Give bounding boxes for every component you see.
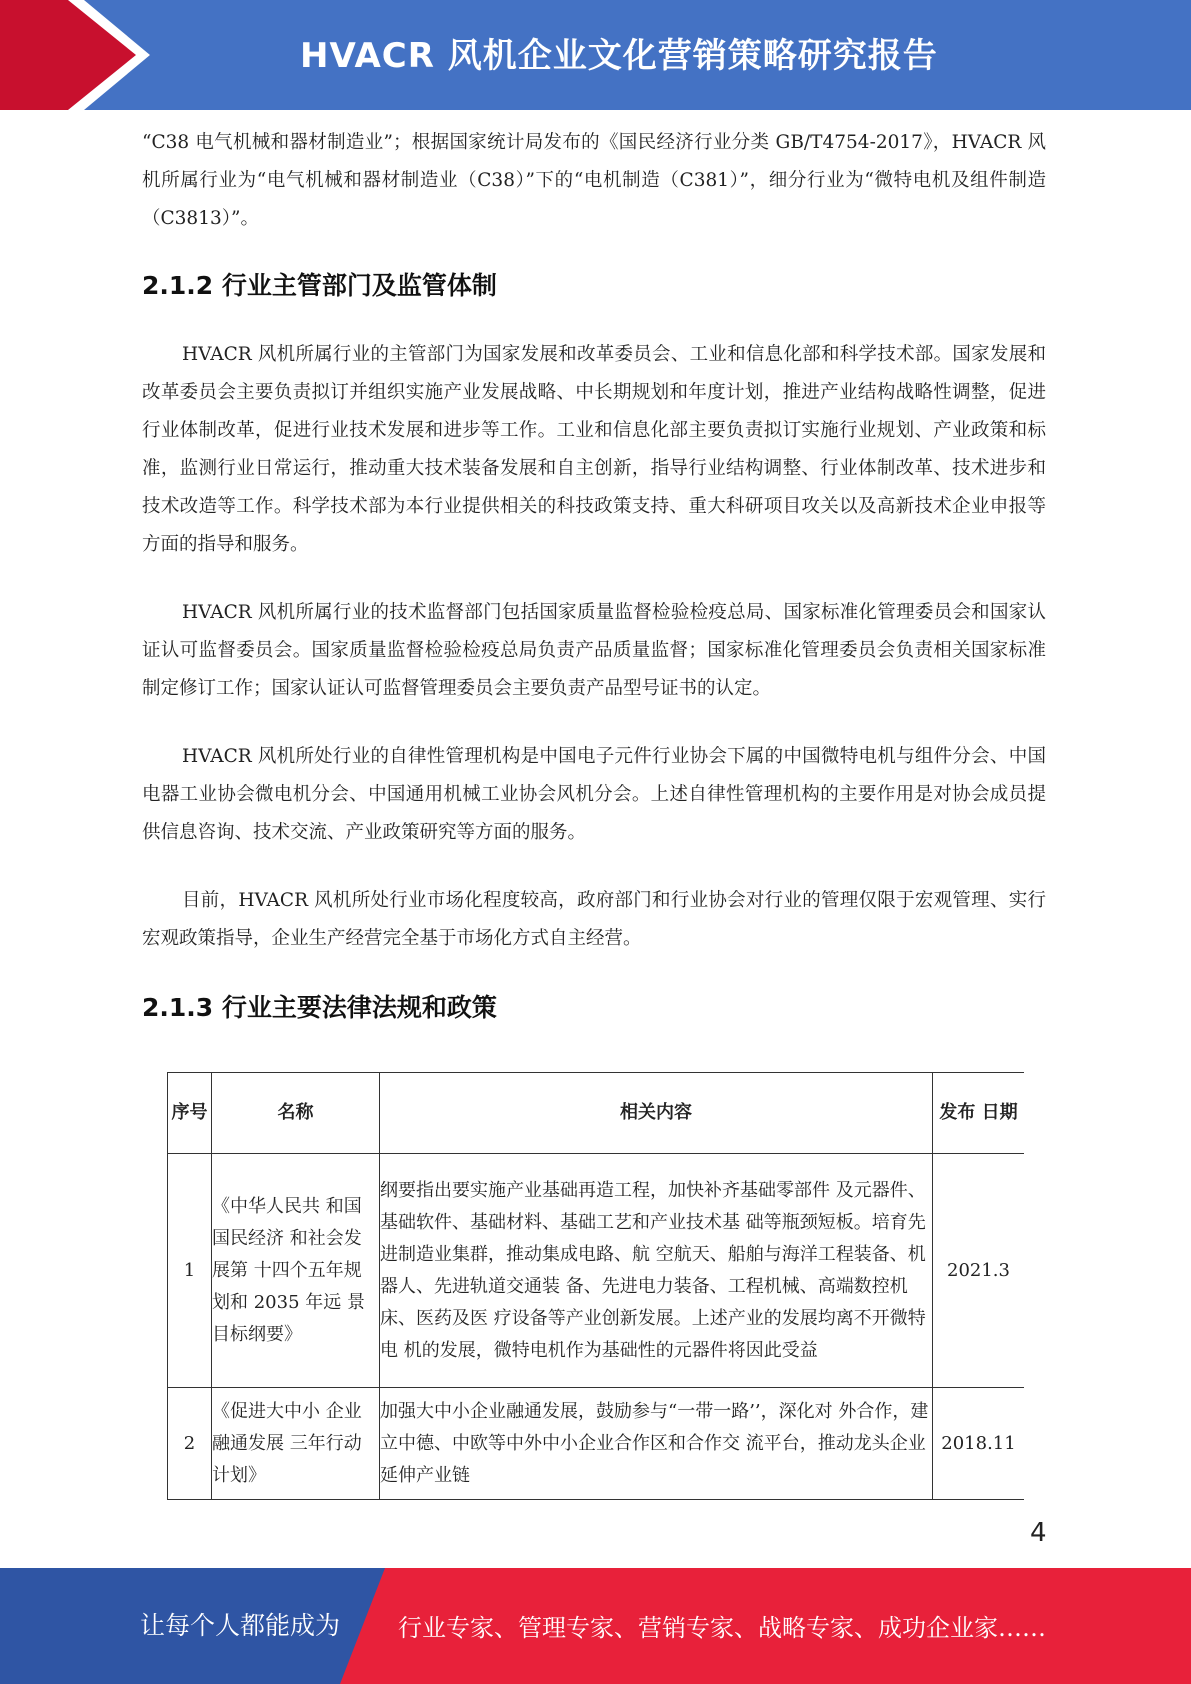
- table-header-row: [168, 1073, 1025, 1154]
- table-row: [168, 1388, 1025, 1500]
- cell-date: 2018.11: [933, 1388, 1025, 1500]
- paragraph-regulators: HVACR 风机所属行业的主管部门为国家发展和改革委员会、工业和信息化部和科学技术部。国家发展和改革委员会主要负责拟订并组织实施产业发展战略、中长期规划和年度计划，推进产业结构战略性调整，促进行业体制改革，促进行业技术发展和进步等工作。工业和信息化部主要负责拟订实施行业规划、产业政策和标准，监测行业日常运行，推动重大技术装备发展和自主创新，指导行业结构调整、行业体制改革、技术进步和技术改造等工作。科学技术部为本行业提供相关的科技政策支持、重大科研项目攻关以及高新技术企业申报等方面的指导和服务。: [142, 344, 1046, 555]
- cell-no: 2: [168, 1388, 212, 1500]
- paragraph-technical-supervision: HVACR 风机所属行业的技术监督部门包括国家质量监督检验检疫总局、国家标准化管理委员会和国家认证认可监督委员会。国家质量监督检验检疫总局负责产品质量监督；国家标准化管理委员会负责相关国家标准制定修订工作；国家认证认可监督管理委员会主要负责产品型号证书的认定。: [142, 602, 1046, 699]
- paragraph-industry-classification: “C38 电气机械和器材制造业”；根据国家统计局发布的《国民经济行业分类 GB/T4754-2017》，HVACR 风机所属行业为“电气机械和器材制造业（C38）”下的“电机制造（C381）”，细分行业为“微特电机及组件制造（C3813）”。: [142, 132, 1046, 229]
- cell-no: 1: [168, 1154, 212, 1388]
- paragraph-market: 目前，HVACR 风机所处行业市场化程度较高，政府部门和行业协会对行业的管理仅限于宏观管理、实行宏观政策指导，企业生产经营完全基于市场化方式自主经营。: [142, 890, 1046, 949]
- header-date: 发布 日期: [933, 1073, 1025, 1154]
- cell-content: 加强大中小企业融通发展，鼓励参与“一带一路’’，深化对 外合作，建立中德、中欧等中外中小企业合作区和合作交 流平台，推动龙头企业延伸产业链: [380, 1388, 933, 1500]
- policy-table: [167, 1072, 1024, 1500]
- footer-slogan-left: 让每个人都能成为: [140, 1611, 341, 1640]
- page-header: [0, 0, 1191, 110]
- footer-slogan-right: 行业专家、管理专家、营销专家、战略专家、成功企业家……: [398, 1614, 1046, 1642]
- table-row: [168, 1154, 1025, 1388]
- header-no: 序号: [168, 1073, 212, 1154]
- section-heading-2-1-2: 2.1.2 行业主管部门及监管体制: [142, 271, 497, 300]
- cell-name: 《中华人民共 和国国民经济 和社会发展第 十四个五年规 划和 2035 年远 景目标纲要》: [212, 1154, 380, 1388]
- cell-name: 《促进大中小 企业融通发展 三年行动计划》: [212, 1388, 380, 1500]
- section-heading-2-1-3: 2.1.3 行业主要法律法规和政策: [142, 993, 497, 1022]
- policy-table-wrapper: [167, 1072, 1024, 1500]
- document-body: [142, 124, 1046, 1024]
- header-content: 相关内容: [380, 1073, 933, 1154]
- header-name: 名称: [212, 1073, 380, 1154]
- paragraph-self-regulation: HVACR 风机所处行业的自律性管理机构是中国电子元件行业协会下属的中国微特电机与组件分会、中国电器工业协会微电机分会、中国通用机械工业协会风机分会。上述自律性管理机构的主要作用是对协会成员提供信息咨询、技术交流、产业政策研究等方面的服务。: [142, 746, 1046, 843]
- page-footer: [0, 1568, 1191, 1684]
- header-arrow-decoration: [0, 0, 160, 110]
- header-title: HVACR 风机企业文化营销策略研究报告: [300, 36, 938, 76]
- page-number: 4: [1030, 1518, 1047, 1548]
- cell-date: 2021.3: [933, 1154, 1025, 1388]
- cell-content: 纲要指出要实施产业基础再造工程，加快补齐基础零部件 及元器件、基础软件、基础材料、基础工艺和产业技术基 础等瓶颈短板。培育先进制造业集群，推动集成电路、航 空航天、船舶与海洋工程装备、机器人、先进轨道交通装 备、先进电力装备、工程机械、高端数控机床、医药及医 疗设备等产业创新发展。上述产业的发展均离不开微特电 机的发展，微特电机作为基础性的元器件将因此受益: [380, 1154, 933, 1388]
